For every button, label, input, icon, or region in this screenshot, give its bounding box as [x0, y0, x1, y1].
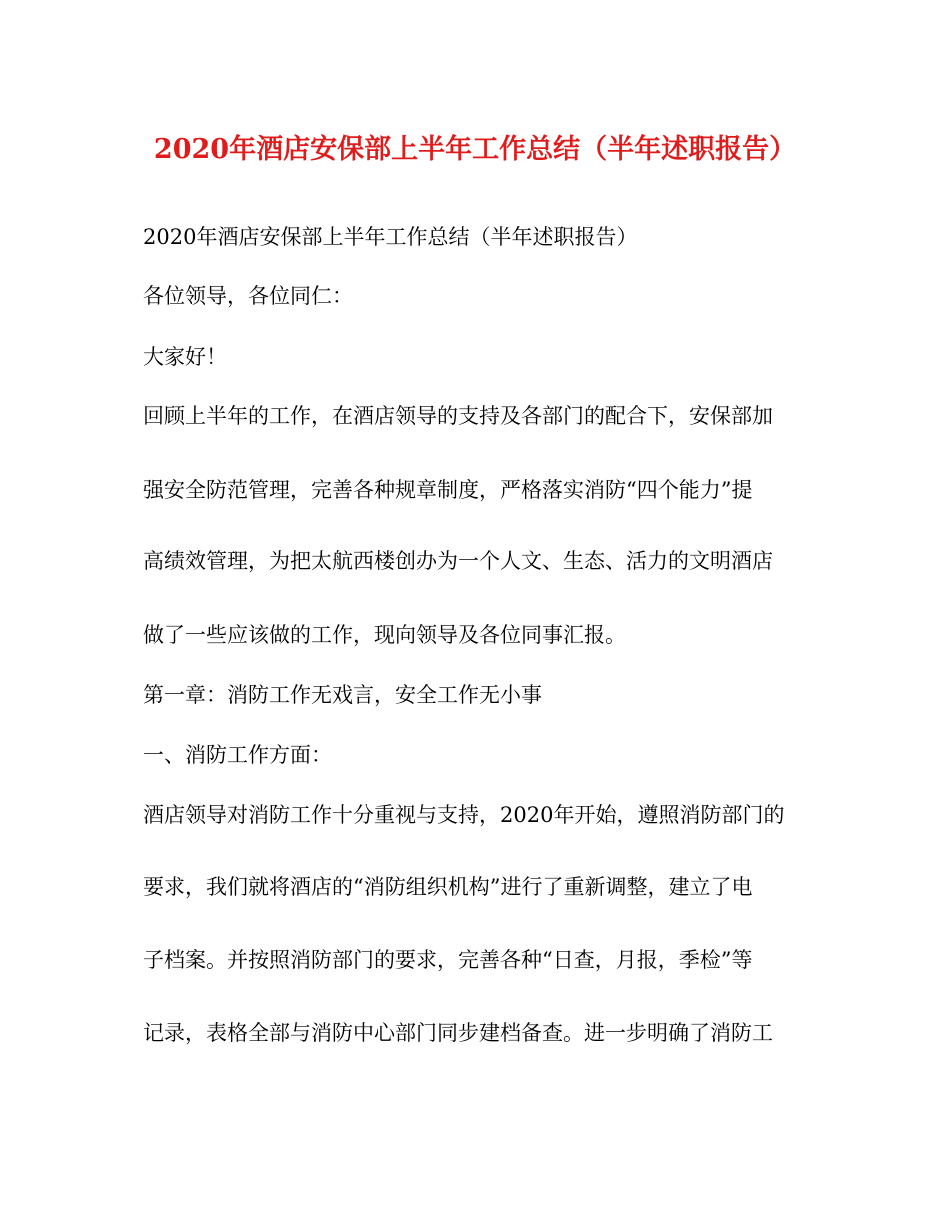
paragraph-line: 记录，表格全部与消防中心部门同步建档备查。进一步明确了消防工 — [143, 1021, 773, 1045]
paragraph-line: 子档案。并按照消防部门的要求，完善各种“日查，月报，季检”等 — [143, 948, 753, 972]
section-heading: 第一章：消防工作无戏言，安全工作无小事 — [143, 683, 542, 707]
paragraph-line: 酒店领导对消防工作十分重视与支持，2020年开始，遵照消防部门的 — [143, 803, 785, 827]
paragraph-line: 大家好！ — [143, 345, 227, 369]
paragraph-line: 高绩效管理，为把太航西楼创办为一个人文、生态、活力的文明酒店 — [143, 549, 773, 573]
paragraph-line: 做了一些应该做的工作，现向领导及各位同事汇报。 — [143, 623, 626, 647]
paragraph-line: 要求，我们就将酒店的“消防组织机构”进行了重新调整，建立了电 — [143, 875, 753, 899]
subsection-heading: 一、消防工作方面： — [143, 743, 332, 767]
paragraph-line: 2020年酒店安保部上半年工作总结（半年述职报告） — [143, 225, 638, 249]
paragraph-line: 各位领导，各位同仁： — [143, 284, 353, 308]
paragraph-line: 回顾上半年的工作，在酒店领导的支持及各部门的配合下，安保部加 — [143, 404, 773, 428]
document-title: 2020年酒店安保部上半年工作总结（半年述职报告） — [153, 134, 797, 165]
paragraph-line: 强安全防范管理，完善各种规章制度，严格落实消防“四个能力”提 — [143, 478, 753, 502]
